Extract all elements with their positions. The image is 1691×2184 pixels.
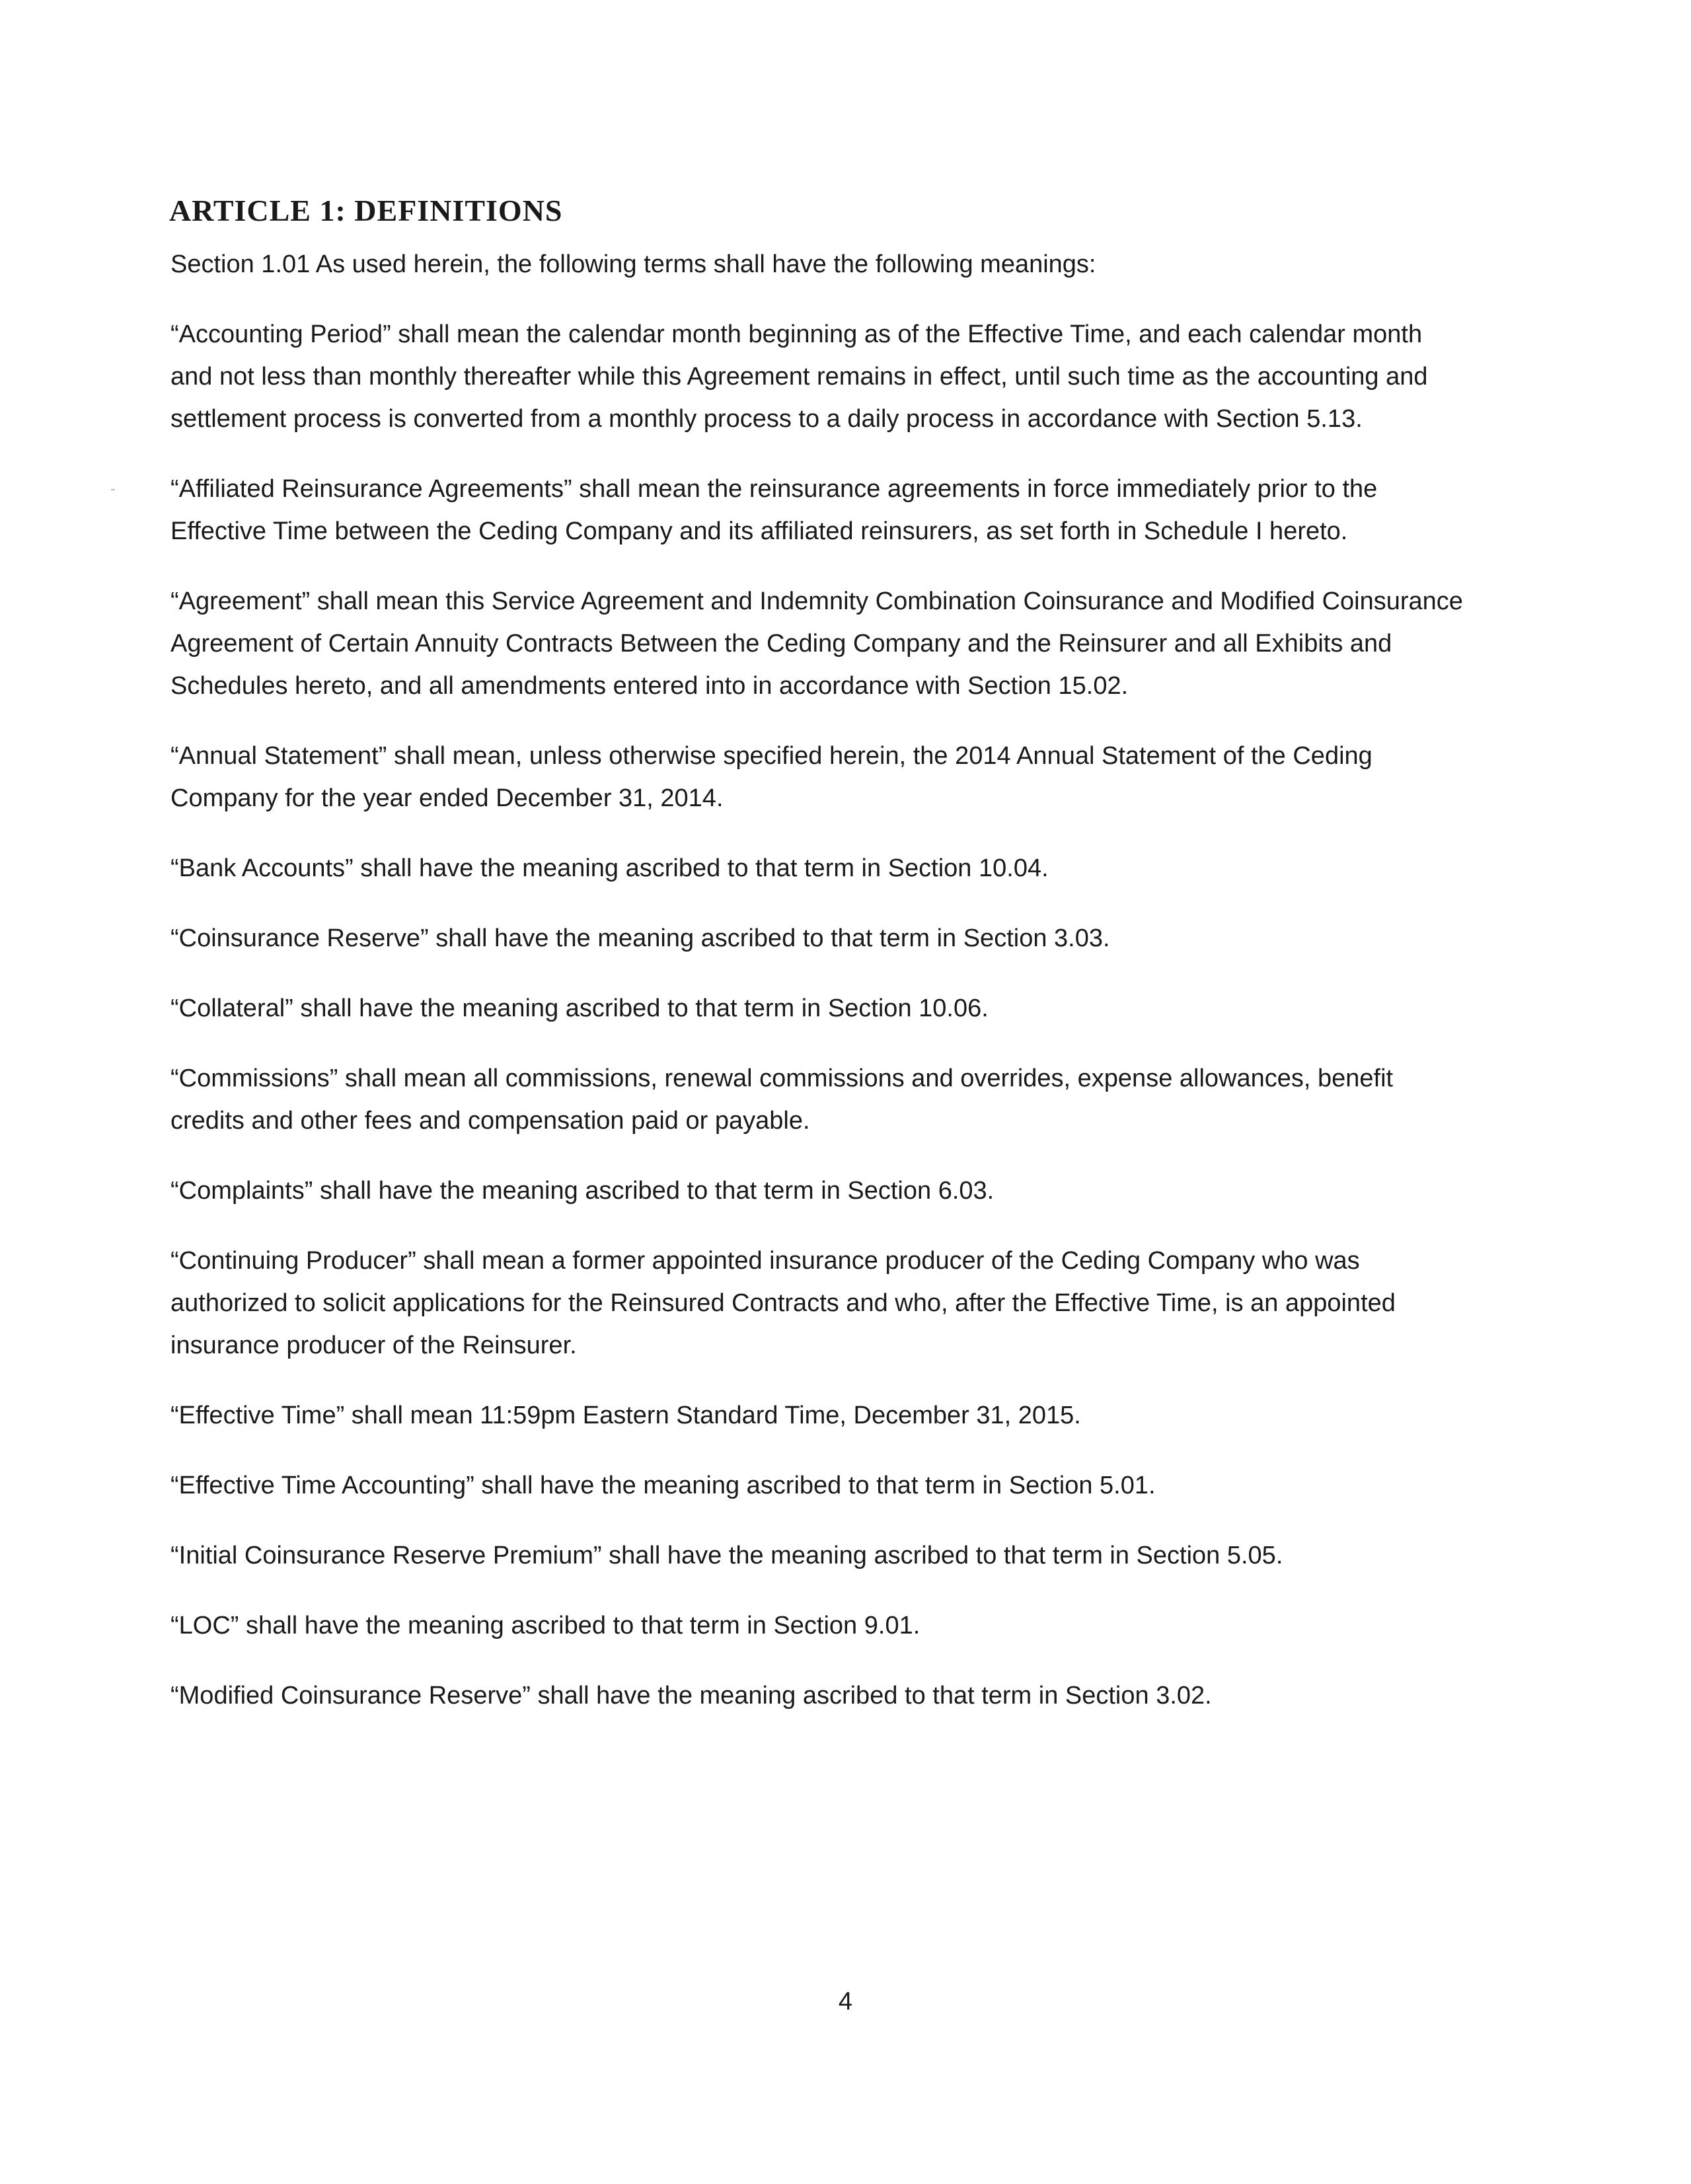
definition-modified-coinsurance-reserve: “Modified Coinsurance Reserve” shall have the meaning ascribed to that term in Section 3.02.: [170, 1682, 1212, 1710]
definition-effective-time-accounting: “Effective Time Accounting” shall have the meaning ascribed to that term in Section 5.01.: [170, 1472, 1156, 1499]
definition-accounting-period: “Accounting Period” shall mean the calendar month beginning as of the Effective Time, and each calendar month and not less than monthly thereafter while this Agreement remains in effect, until such time as the accounting and settlement process is converted from a monthly process to a daily process in accordance with Section 5.13.: [170, 320, 1428, 433]
document-body: [170, 243, 1466, 1745]
definition-collateral: “Collateral” shall have the meaning ascribed to that term in Section 10.06.: [170, 995, 989, 1022]
definition-complaints: “Complaints” shall have the meaning ascribed to that term in Section 6.03.: [170, 1177, 995, 1205]
margin-mark: [111, 489, 115, 490]
definition-bank-accounts: “Bank Accounts” shall have the meaning ascribed to that term in Section 10.04.: [170, 854, 1049, 882]
definition-effective-time: “Effective Time” shall mean 11:59pm Eastern Standard Time, December 31, 2015.: [170, 1402, 1081, 1429]
section-intro: Section 1.01 As used herein, the following terms shall have the following meanings:: [170, 250, 1096, 278]
definition-annual-statement: “Annual Statement” shall mean, unless otherwise specified herein, the 2014 Annual Statement of the Ceding Company for the year ended December 31, 2014.: [170, 742, 1372, 812]
definition-continuing-producer: “Continuing Producer” shall mean a former appointed insurance producer of the Ceding Company who was authorized to solicit applications for the Reinsured Contracts and who, after the Effective Time, is an appointed insurance producer of the Reinsurer.: [170, 1247, 1396, 1359]
definition-commissions: “Commissions” shall mean all commissions, renewal commissions and overrides, expense allowances, benefit credits and other fees and compensation paid or payable.: [170, 1065, 1394, 1135]
definition-affiliated-reinsurance-agreements: “Affiliated Reinsurance Agreements” shall mean the reinsurance agreements in force immediately prior to the Effective Time between the Ceding Company and its affiliated reinsurers, as set forth in Schedule I hereto.: [170, 475, 1378, 545]
definition-initial-coinsurance-reserve-premium: “Initial Coinsurance Reserve Premium” shall have the meaning ascribed to that term in Section 5.05.: [170, 1542, 1283, 1569]
page-number: 4: [838, 1988, 853, 2015]
definition-coinsurance-reserve: “Coinsurance Reserve” shall have the meaning ascribed to that term in Section 3.03.: [170, 924, 1110, 952]
definition-loc: “LOC” shall have the meaning ascribed to that term in Section 9.01.: [170, 1612, 921, 1639]
article-heading: ARTICLE 1: DEFINITIONS: [169, 194, 563, 227]
definition-agreement: “Agreement” shall mean this Service Agreement and Indemnity Combination Coinsurance and Modified Coinsurance Agreement of Certain Annuity Contracts Between the Ceding Company and the Reinsurer and all Exhibits and Schedules hereto, and all amendments entered into in accordance with Section 15.02.: [170, 587, 1463, 700]
